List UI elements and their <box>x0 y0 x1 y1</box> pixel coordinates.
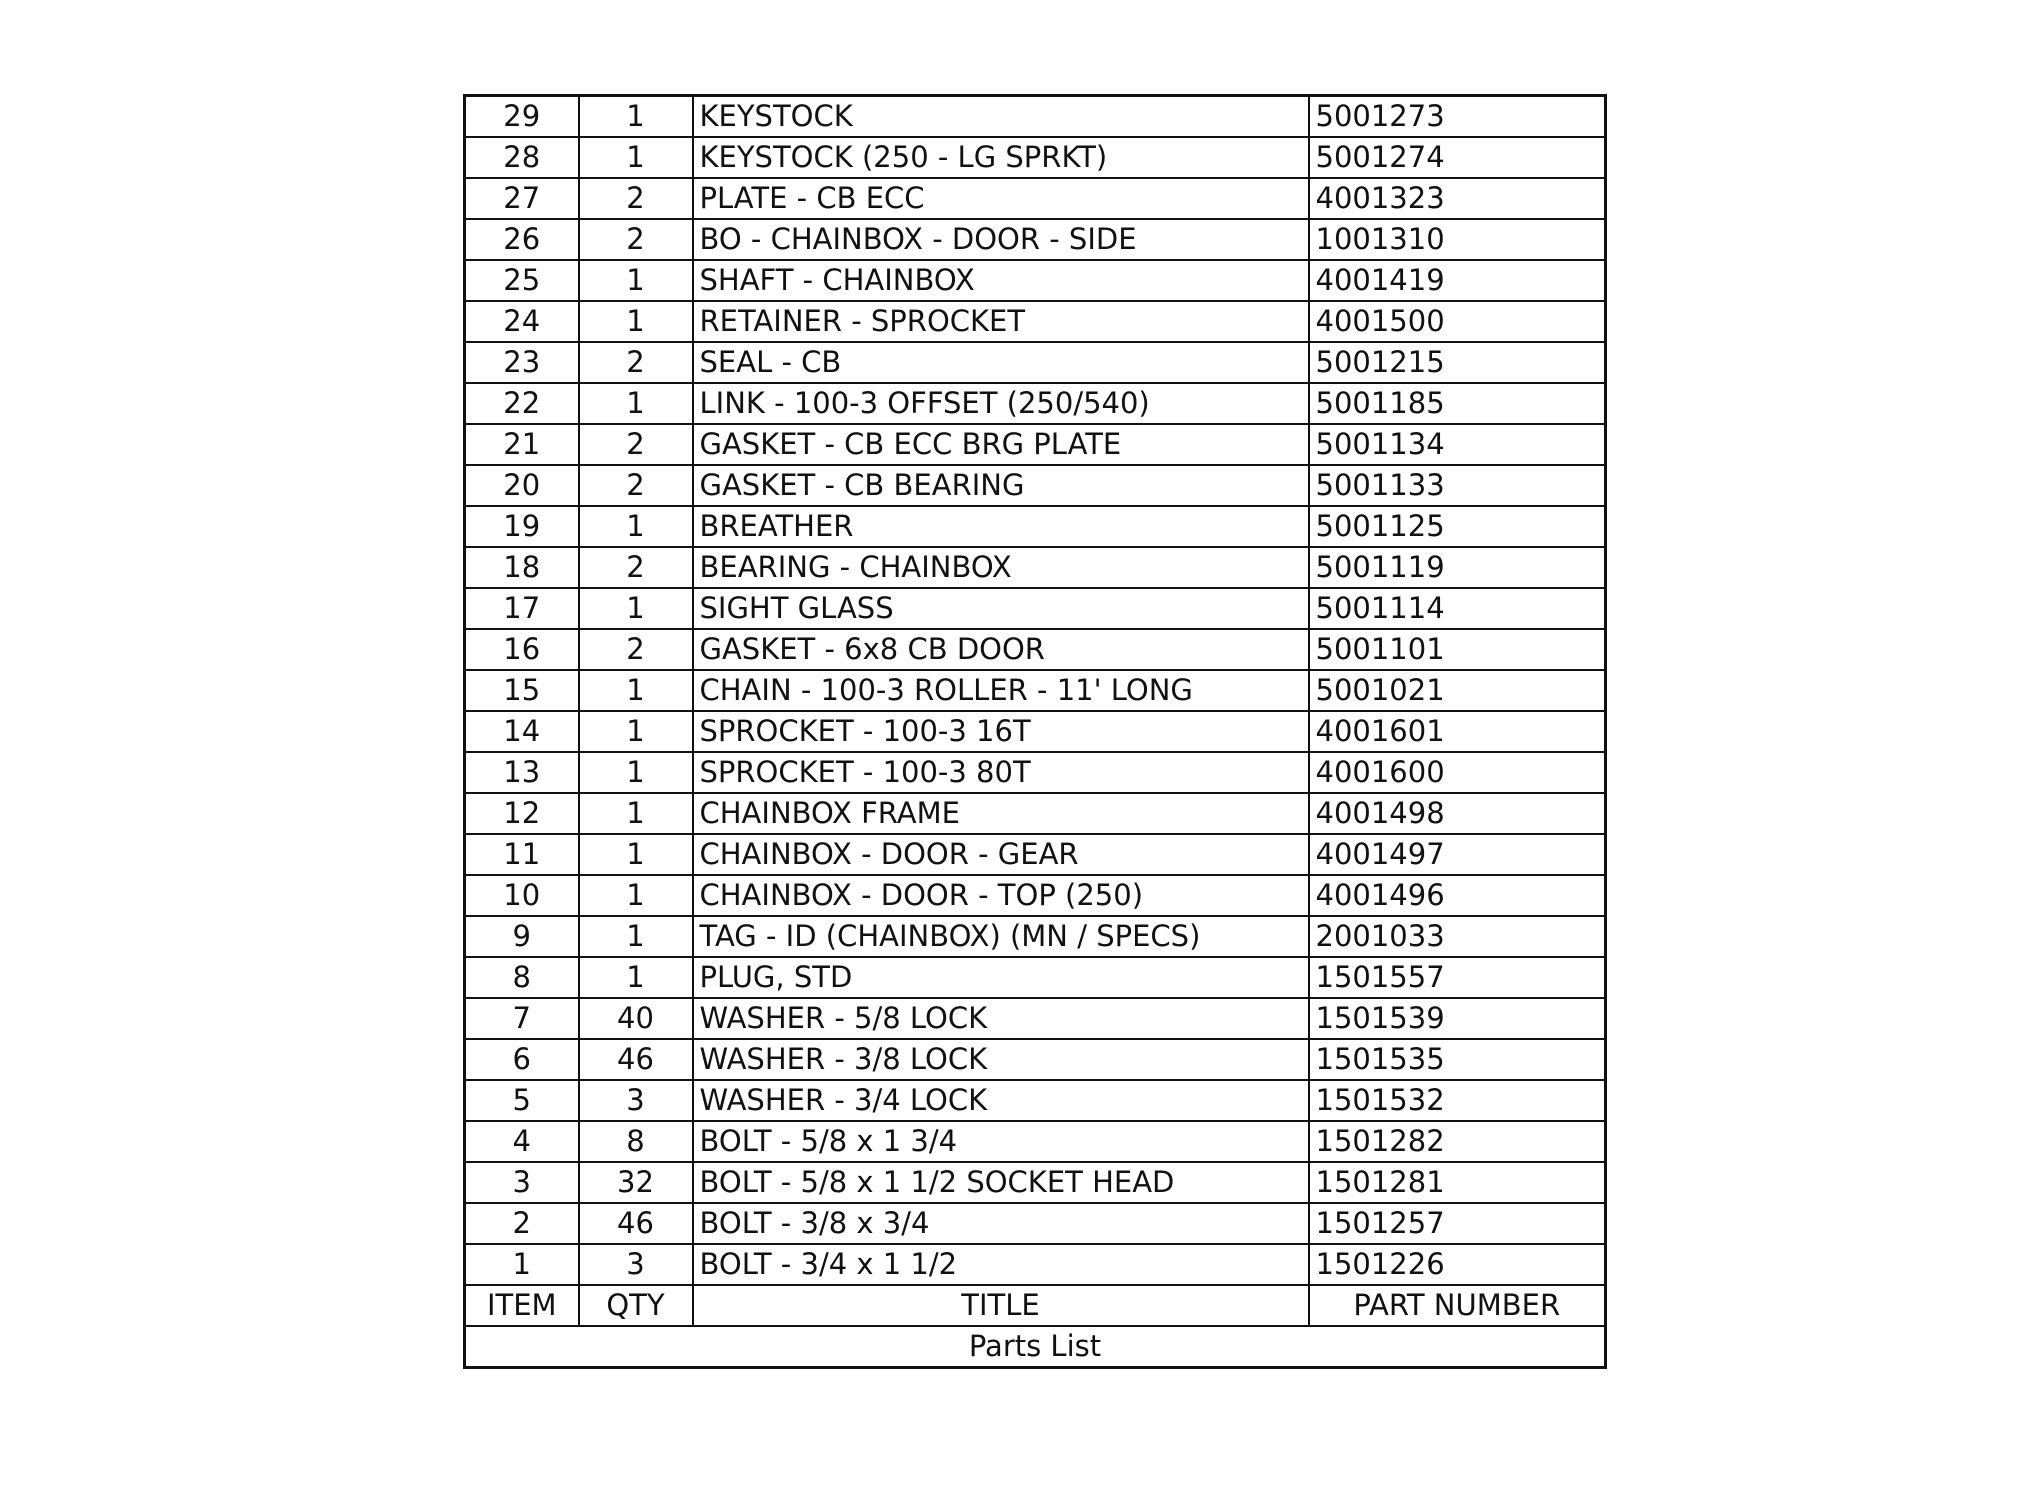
cell-title: CHAIN - 100-3 ROLLER - 11' LONG <box>693 670 1309 711</box>
cell-title: BREATHER <box>693 506 1309 547</box>
table-row <box>465 670 1606 711</box>
cell-part-number: 2001033 <box>1309 916 1606 957</box>
cell-part-number: 1501535 <box>1309 1039 1606 1080</box>
cell-title: GASKET - CB ECC BRG PLATE <box>693 424 1309 465</box>
cell-part-number: 5001273 <box>1309 96 1606 138</box>
table-row <box>465 629 1606 670</box>
table-row <box>465 1121 1606 1162</box>
cell-item: 14 <box>465 711 579 752</box>
cell-part-number: 5001114 <box>1309 588 1606 629</box>
cell-title: WASHER - 3/4 LOCK <box>693 1080 1309 1121</box>
cell-item: 12 <box>465 793 579 834</box>
cell-item: 20 <box>465 465 579 506</box>
cell-item: 8 <box>465 957 579 998</box>
cell-qty: 1 <box>579 96 693 138</box>
cell-item: 18 <box>465 547 579 588</box>
table-row <box>465 752 1606 793</box>
cell-part-number: 5001274 <box>1309 137 1606 178</box>
cell-part-number: 1501532 <box>1309 1080 1606 1121</box>
cell-part-number: 5001134 <box>1309 424 1606 465</box>
cell-qty: 2 <box>579 629 693 670</box>
cell-title: SPROCKET - 100-3 16T <box>693 711 1309 752</box>
cell-title: SPROCKET - 100-3 80T <box>693 752 1309 793</box>
cell-qty: 2 <box>579 219 693 260</box>
cell-part-number: 4001323 <box>1309 178 1606 219</box>
cell-title: BOLT - 3/4 x 1 1/2 <box>693 1244 1309 1285</box>
cell-qty: 2 <box>579 342 693 383</box>
caption-row <box>465 1326 1606 1368</box>
cell-title: BEARING - CHAINBOX <box>693 547 1309 588</box>
cell-qty: 1 <box>579 260 693 301</box>
table-row <box>465 96 1606 138</box>
cell-qty: 32 <box>579 1162 693 1203</box>
table-row <box>465 1039 1606 1080</box>
cell-title: KEYSTOCK <box>693 96 1309 138</box>
header-qty: QTY <box>579 1285 693 1326</box>
cell-qty: 1 <box>579 957 693 998</box>
table-row <box>465 711 1606 752</box>
table-row <box>465 793 1606 834</box>
table-row <box>465 1162 1606 1203</box>
cell-part-number: 4001497 <box>1309 834 1606 875</box>
table-row <box>465 506 1606 547</box>
cell-part-number: 1501281 <box>1309 1162 1606 1203</box>
cell-part-number: 5001119 <box>1309 547 1606 588</box>
cell-part-number: 1501539 <box>1309 998 1606 1039</box>
cell-item: 29 <box>465 96 579 138</box>
cell-title: SIGHT GLASS <box>693 588 1309 629</box>
cell-item: 6 <box>465 1039 579 1080</box>
cell-qty: 1 <box>579 383 693 424</box>
cell-item: 17 <box>465 588 579 629</box>
table-row <box>465 219 1606 260</box>
table-row <box>465 957 1606 998</box>
cell-title: SHAFT - CHAINBOX <box>693 260 1309 301</box>
cell-qty: 1 <box>579 670 693 711</box>
cell-qty: 1 <box>579 711 693 752</box>
table-row <box>465 875 1606 916</box>
cell-item: 5 <box>465 1080 579 1121</box>
cell-title: TAG - ID (CHAINBOX) (MN / SPECS) <box>693 916 1309 957</box>
header-row <box>465 1285 1606 1326</box>
table-row <box>465 137 1606 178</box>
table-row <box>465 834 1606 875</box>
cell-qty: 1 <box>579 793 693 834</box>
cell-qty: 1 <box>579 916 693 957</box>
cell-qty: 2 <box>579 465 693 506</box>
cell-part-number: 4001419 <box>1309 260 1606 301</box>
cell-title: BOLT - 3/8 x 3/4 <box>693 1203 1309 1244</box>
cell-title: BOLT - 5/8 x 1 1/2 SOCKET HEAD <box>693 1162 1309 1203</box>
cell-item: 22 <box>465 383 579 424</box>
cell-part-number: 1501282 <box>1309 1121 1606 1162</box>
table-row <box>465 588 1606 629</box>
cell-part-number: 1501226 <box>1309 1244 1606 1285</box>
table-row <box>465 998 1606 1039</box>
table-row <box>465 465 1606 506</box>
cell-qty: 40 <box>579 998 693 1039</box>
table-row <box>465 342 1606 383</box>
table-row <box>465 1244 1606 1285</box>
cell-qty: 1 <box>579 752 693 793</box>
cell-qty: 46 <box>579 1039 693 1080</box>
cell-title: WASHER - 3/8 LOCK <box>693 1039 1309 1080</box>
cell-part-number: 5001133 <box>1309 465 1606 506</box>
cell-item: 3 <box>465 1162 579 1203</box>
cell-part-number: 1501257 <box>1309 1203 1606 1244</box>
cell-item: 27 <box>465 178 579 219</box>
cell-item: 28 <box>465 137 579 178</box>
cell-title: CHAINBOX - DOOR - TOP (250) <box>693 875 1309 916</box>
cell-part-number: 4001498 <box>1309 793 1606 834</box>
cell-title: PLATE - CB ECC <box>693 178 1309 219</box>
cell-title: BOLT - 5/8 x 1 3/4 <box>693 1121 1309 1162</box>
cell-item: 15 <box>465 670 579 711</box>
cell-title: WASHER - 5/8 LOCK <box>693 998 1309 1039</box>
cell-item: 24 <box>465 301 579 342</box>
cell-qty: 46 <box>579 1203 693 1244</box>
cell-item: 10 <box>465 875 579 916</box>
cell-title: BO - CHAINBOX - DOOR - SIDE <box>693 219 1309 260</box>
cell-item: 26 <box>465 219 579 260</box>
cell-part-number: 4001500 <box>1309 301 1606 342</box>
cell-item: 4 <box>465 1121 579 1162</box>
cell-part-number: 4001496 <box>1309 875 1606 916</box>
cell-part-number: 1501557 <box>1309 957 1606 998</box>
cell-title: RETAINER - SPROCKET <box>693 301 1309 342</box>
cell-part-number: 5001021 <box>1309 670 1606 711</box>
cell-qty: 2 <box>579 178 693 219</box>
cell-qty: 2 <box>579 424 693 465</box>
cell-title: CHAINBOX FRAME <box>693 793 1309 834</box>
parts-list-body <box>465 96 1606 1368</box>
table-row <box>465 301 1606 342</box>
cell-qty: 8 <box>579 1121 693 1162</box>
cell-part-number: 4001601 <box>1309 711 1606 752</box>
cell-item: 23 <box>465 342 579 383</box>
cell-part-number: 1001310 <box>1309 219 1606 260</box>
cell-title: LINK - 100-3 OFFSET (250/540) <box>693 383 1309 424</box>
cell-title: GASKET - CB BEARING <box>693 465 1309 506</box>
cell-qty: 2 <box>579 547 693 588</box>
cell-item: 21 <box>465 424 579 465</box>
cell-qty: 1 <box>579 834 693 875</box>
table-row <box>465 1203 1606 1244</box>
cell-item: 25 <box>465 260 579 301</box>
parts-list-table <box>463 94 1607 1369</box>
cell-qty: 3 <box>579 1080 693 1121</box>
cell-qty: 1 <box>579 301 693 342</box>
table-row <box>465 424 1606 465</box>
cell-qty: 1 <box>579 588 693 629</box>
header-title: TITLE <box>693 1285 1309 1326</box>
cell-title: PLUG, STD <box>693 957 1309 998</box>
table-row <box>465 260 1606 301</box>
header-item: ITEM <box>465 1285 579 1326</box>
table-row <box>465 916 1606 957</box>
header-part-number: PART NUMBER <box>1309 1285 1606 1326</box>
table-caption: Parts List <box>465 1326 1606 1368</box>
cell-title: SEAL - CB <box>693 342 1309 383</box>
table-row <box>465 383 1606 424</box>
cell-qty: 1 <box>579 137 693 178</box>
cell-item: 1 <box>465 1244 579 1285</box>
cell-part-number: 5001185 <box>1309 383 1606 424</box>
table-row <box>465 547 1606 588</box>
cell-item: 11 <box>465 834 579 875</box>
table-row <box>465 1080 1606 1121</box>
cell-qty: 1 <box>579 875 693 916</box>
cell-item: 9 <box>465 916 579 957</box>
cell-part-number: 5001125 <box>1309 506 1606 547</box>
table-row <box>465 178 1606 219</box>
cell-item: 19 <box>465 506 579 547</box>
cell-qty: 3 <box>579 1244 693 1285</box>
cell-title: GASKET - 6x8 CB DOOR <box>693 629 1309 670</box>
cell-part-number: 4001600 <box>1309 752 1606 793</box>
cell-qty: 1 <box>579 506 693 547</box>
cell-item: 13 <box>465 752 579 793</box>
cell-title: KEYSTOCK (250 - LG SPRKT) <box>693 137 1309 178</box>
cell-title: CHAINBOX - DOOR - GEAR <box>693 834 1309 875</box>
cell-item: 2 <box>465 1203 579 1244</box>
cell-item: 16 <box>465 629 579 670</box>
cell-part-number: 5001101 <box>1309 629 1606 670</box>
cell-part-number: 5001215 <box>1309 342 1606 383</box>
cell-item: 7 <box>465 998 579 1039</box>
